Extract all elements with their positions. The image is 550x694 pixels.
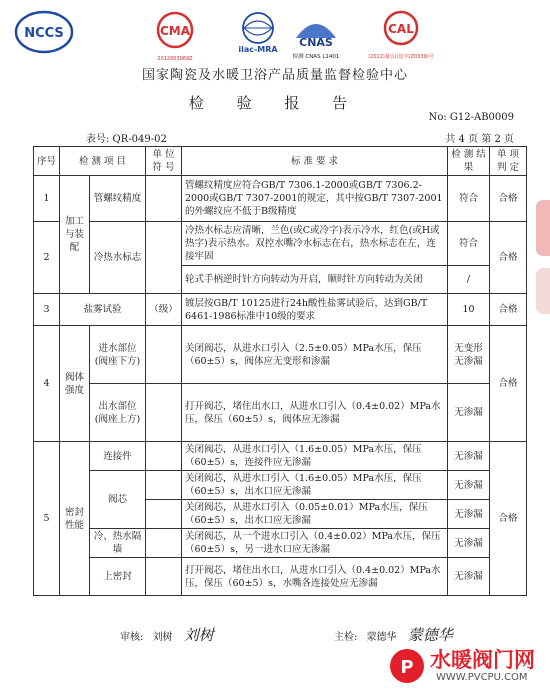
group-label: 密封性能 [60, 442, 90, 596]
ilac-mra-logo [230, 8, 286, 54]
table-header-row [34, 147, 527, 176]
table-row [34, 529, 527, 558]
result-cell: 无渗漏 [448, 442, 490, 471]
unit-cell [146, 471, 182, 500]
unit-cell [146, 326, 182, 384]
report-number: No: G12-AB0009 [428, 112, 514, 123]
watermark-logo-icon [386, 646, 428, 686]
col-header-result: 检 测 结 果 [448, 147, 490, 176]
item-label: 冷热水标志 [90, 222, 146, 294]
reviewer-signature-line [120, 624, 214, 645]
table-row [34, 176, 527, 222]
requirement-text: 冷热水标志应清晰，兰色(或C或冷字)表示冷水，红色(或H或热字)表示热水。双控水嘴冷水标志在右，热水标志在左，连接牢固 [182, 222, 448, 266]
verdict-cell: 合格 [490, 222, 527, 294]
reviewer-label: 审核: [120, 632, 144, 643]
cnas-logo [288, 8, 344, 64]
reviewer-handwritten-signature: 刘树 [183, 626, 214, 644]
unit-cell [146, 222, 182, 294]
col-header-no: 序号 [34, 147, 60, 176]
requirement-text: 关闭阀芯，从进水口引入（0.05±0.01）MPa水压，保压（60±5）s，出水口应无渗漏 [182, 500, 448, 529]
svg-text:CNAS: CNAS [299, 36, 333, 49]
result-cell: 无渗漏 [448, 529, 490, 558]
unit-cell [146, 500, 182, 529]
row-number: 1 [34, 176, 60, 222]
seal-edge-mark [536, 200, 550, 256]
svg-text:NCCS: NCCS [24, 26, 64, 41]
result-cell: 符合 [448, 222, 490, 266]
reviewer-name: 刘树 [152, 632, 173, 643]
inspector-handwritten-signature: 蒙德华 [407, 626, 453, 644]
svg-text:P: P [400, 657, 414, 678]
testing-center-name: 国家陶瓷及水暖卫浴产品质量监督检验中心 [141, 68, 408, 83]
item-label: 盐雾试验 [60, 294, 146, 326]
svg-text:CAL: CAL [388, 22, 414, 36]
seal-edge-mark [536, 268, 550, 314]
verdict-cell: 合格 [490, 442, 527, 596]
result-cell: 无渗漏 [448, 558, 490, 596]
inspection-results-table [33, 146, 527, 596]
sub-item-label: 冷、热水隔墙 [90, 529, 146, 558]
group-label: 加工与装配 [60, 176, 90, 294]
svg-text:ilac-MRA: ilac-MRA [238, 45, 278, 54]
table-row [34, 471, 527, 500]
sub-item-label: 出水部位(阀座上方) [90, 384, 146, 442]
table-row [34, 326, 527, 384]
sub-item-label: 阀芯 [90, 471, 146, 529]
sub-item-label: 进水部位(阀座下方) [90, 326, 146, 384]
requirement-text: 关闭阀芯，从进水口引入（2.5±0.05）MPa水压，保压（60±5）s，阀体应无变形和渗漏 [182, 326, 448, 384]
unit-cell [146, 529, 182, 558]
site-watermark [386, 644, 546, 688]
svg-text:2012003069Z: 2012003069Z [157, 56, 193, 62]
cal-logo [366, 8, 436, 64]
col-header-item: 检 测 项 目 [60, 147, 146, 176]
unit-cell [146, 558, 182, 596]
report-title: 检 验 报 告 [188, 94, 362, 112]
nccs-logo [14, 8, 74, 56]
row-number: 4 [34, 326, 60, 442]
watermark-text: 水暖阀门网 [430, 648, 535, 672]
svg-text:检测 CNAS L1401: 检测 CNAS L1401 [292, 54, 340, 60]
svg-text:(2012)量认(国)字(Z0339)号: (2012)量认(国)字(Z0339)号 [368, 54, 434, 60]
result-cell: 10 [448, 294, 490, 326]
unit-cell [146, 176, 182, 222]
row-number: 5 [34, 442, 60, 596]
requirement-text: 管螺纹精度应符合GB/T 7306.1-2000或GB/T 7306.2-2000或GB/T 7307-2001的规定，其中按GB/T 7307-2001的外螺纹应不低于B级精度 [182, 176, 448, 222]
table-row [34, 384, 527, 442]
row-number: 2 [34, 222, 60, 294]
requirement-text: 打开阀芯，堵住出水口，从进水口引入（0.4±0.02）MPa水压，保压（60±5）s，阀体应无渗漏 [182, 384, 448, 442]
item-label: 管螺纹精度 [90, 176, 146, 222]
svg-text:CMA: CMA [159, 24, 191, 38]
col-header-unit: 单 位 符 号 [146, 147, 182, 176]
form-number: 表号: QR-049-02 [86, 134, 167, 145]
requirement-text: 镀层按GB/T 10125进行24h酸性盐雾试验后，达到GB/T 6461-1986标准中10级的要求 [182, 294, 448, 326]
requirement-text: 轮式手柄逆时针方向转动为开启，顺时针方向转动为关闭 [182, 266, 448, 294]
result-cell: 无变形无渗漏 [448, 326, 490, 384]
col-header-requirement: 标 准 要 求 [182, 147, 448, 176]
result-cell: / [448, 266, 490, 294]
table-row [34, 294, 527, 326]
verdict-cell: 合格 [490, 326, 527, 442]
requirement-text: 关闭阀芯，从进水口引入（1.6±0.05）MPa水压，保压（60±5）s，出水口应无渗漏 [182, 471, 448, 500]
certification-logos [0, 8, 550, 68]
requirement-text: 关闭阀芯，从一个进水口引入（0.4±0.02）MPa水压，保压（60±5）s，另一进水口应无渗漏 [182, 529, 448, 558]
result-cell: 无渗漏 [448, 471, 490, 500]
unit-cell: （级） [146, 294, 182, 326]
result-cell: 符合 [448, 176, 490, 222]
result-cell: 无渗漏 [448, 500, 490, 529]
inspector-signature-line [334, 624, 453, 645]
requirement-text: 关闭阀芯，从进水口引入（1.6±0.05）MPa水压，保压（60±5）s，连接件应无渗漏 [182, 442, 448, 471]
unit-cell [146, 384, 182, 442]
verdict-cell: 合格 [490, 294, 527, 326]
cma-logo [150, 8, 200, 64]
col-header-verdict: 单 项 判 定 [490, 147, 527, 176]
inspector-label: 主检: [334, 632, 358, 643]
page-counter: 共 4 页 第 2 页 [445, 134, 514, 145]
table-row [34, 222, 527, 266]
result-cell: 无渗漏 [448, 384, 490, 442]
unit-cell [146, 442, 182, 471]
table-row [34, 558, 527, 596]
table-row [34, 442, 527, 471]
group-label: 阀体强度 [60, 326, 90, 442]
row-number: 3 [34, 294, 60, 326]
sub-item-label: 连接件 [90, 442, 146, 471]
sub-item-label: 上密封 [90, 558, 146, 596]
requirement-text: 打开阀芯，堵住出水口，从进水口引入（0.4±0.02）MPa水压，保压（60±5）s，水嘴各连接处应无渗漏 [182, 558, 448, 596]
verdict-cell: 合格 [490, 176, 527, 222]
watermark-url: WWW.PVCPU.COM [436, 672, 528, 683]
inspector-name: 蒙德华 [366, 632, 397, 643]
